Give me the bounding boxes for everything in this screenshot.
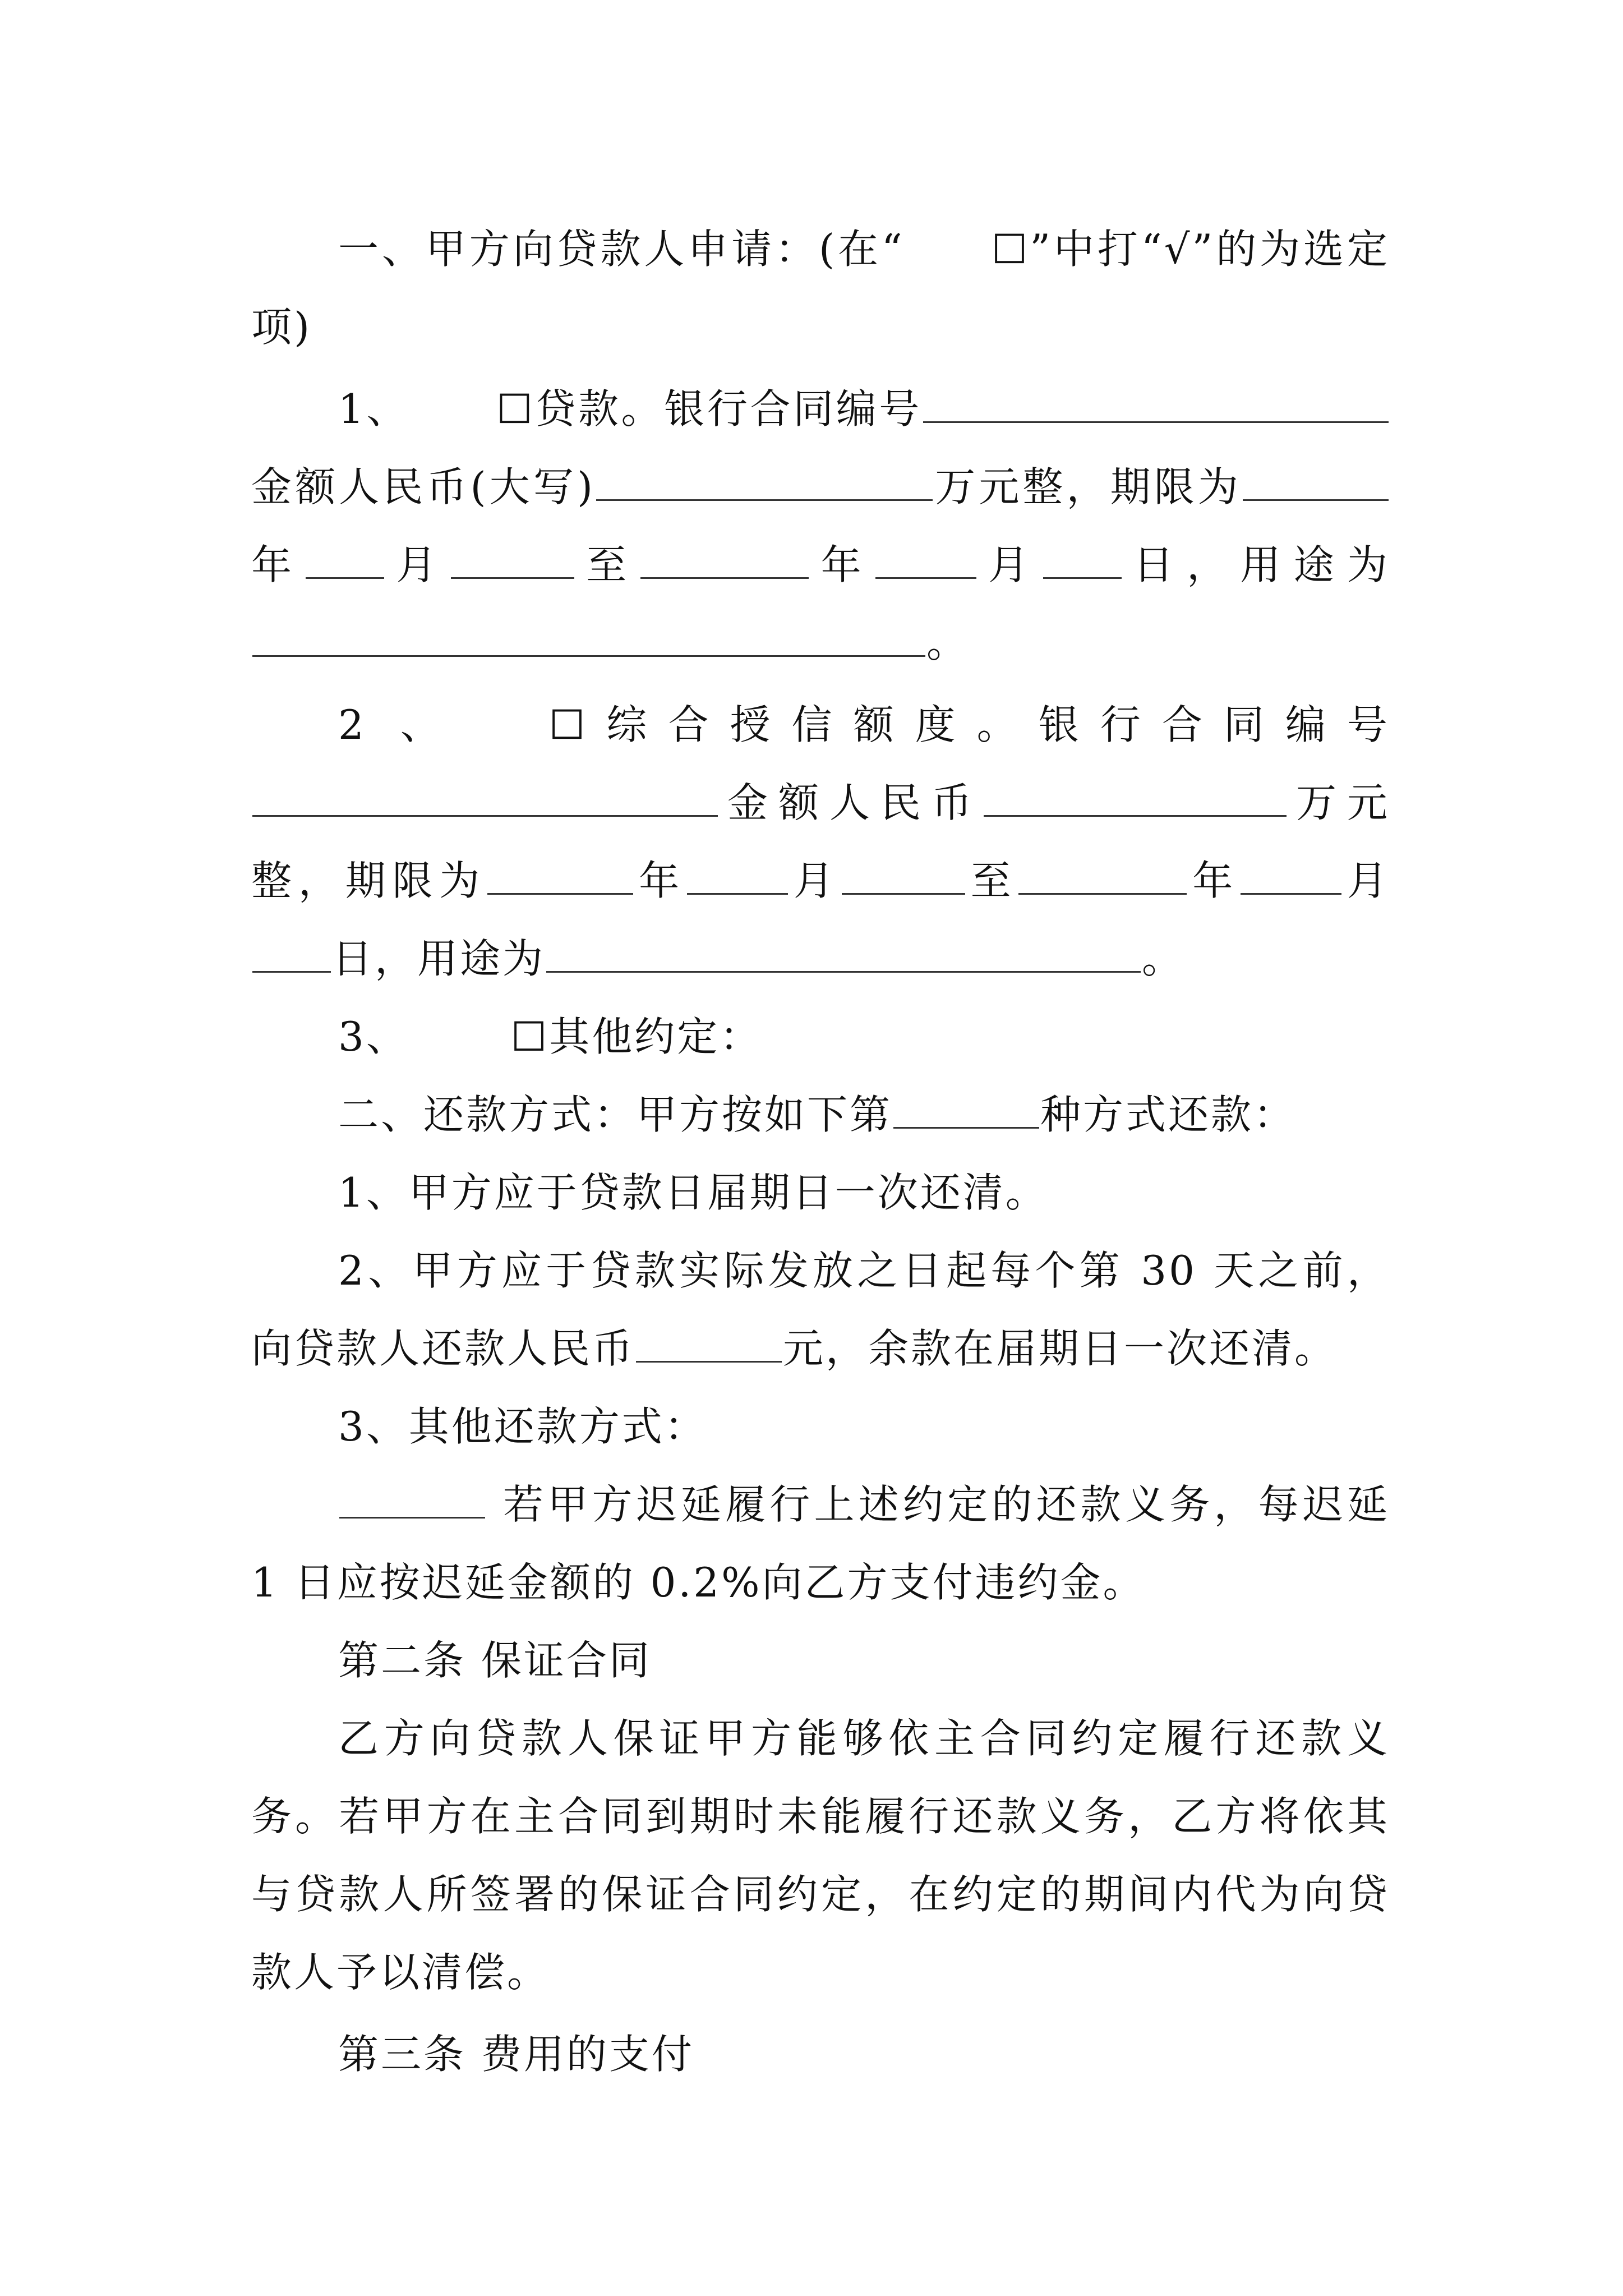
item-number: 1、 (338, 385, 410, 432)
paragraph-repayment (251, 1076, 1390, 1154)
repayment-label-2: 种方式还款： (1040, 1091, 1297, 1138)
checkbox-icon: ☐ (496, 385, 535, 432)
paragraph-method-3: 3、其他还款方式： (338, 1403, 707, 1450)
day-blank (451, 544, 574, 579)
month-label: 月 (977, 541, 1042, 588)
credit-label: 综合授信额度。银行合同编号 (587, 701, 1390, 748)
paragraph-credit (251, 686, 1390, 998)
checkbox-icon: ☐ (991, 226, 1030, 273)
item-number: 2 、 (338, 701, 462, 748)
year-label: 年 (634, 857, 686, 904)
loan-label: 贷款。银行合同编号 (534, 385, 922, 432)
late-penalty-text: 若甲方迟延履行上述约定的还款义务，每迟延 1 日应按迟延金额的 0.2%向乙方支付违约金。 (251, 1481, 1390, 1606)
month-label: 月 (789, 857, 841, 904)
installment-blank (636, 1327, 782, 1363)
amount-unit: 万元整， (251, 779, 1390, 904)
purpose-label: 用途为 (417, 935, 546, 982)
start-blank (1243, 466, 1389, 501)
heading-article-3: 第三条 费用的支付 (338, 2031, 694, 2078)
paragraph-guarantee: 乙方向贷款人保证甲方能够依主合同约定履行还款义务。若甲方在主合同到期时未能履行还款义务，乙方将依其与贷款人所签署的保证合同约定，在约定的期间内代为向贷款人予以清偿。 (251, 1715, 1390, 1996)
application-text-3: ”的为选定项) (251, 226, 1390, 351)
method-2-text-2: 元，余款在届期日一次还清。 (783, 1325, 1338, 1372)
end-day-blank (1043, 544, 1122, 579)
purpose-label: 日，用途为 (1122, 541, 1390, 588)
item-number: 3、 (338, 1013, 424, 1060)
amount-blank (596, 466, 933, 501)
checkbox-icon: ☐ (510, 1013, 550, 1060)
amount-blank (984, 781, 1287, 817)
period: 。 (926, 619, 970, 666)
end-day-blank (252, 937, 331, 973)
paragraph-late-penalty (251, 1466, 1390, 1622)
year-label: 年 (1188, 857, 1240, 904)
heading-article-2: 第二条 保证合同 (338, 1637, 652, 1684)
application-text-2: ”中打“ (1030, 226, 1164, 273)
document-body (251, 210, 1390, 2093)
term-label: 期限为 (345, 857, 487, 904)
to-label: 至 (575, 541, 640, 588)
term-label: 万元整，期限为 (934, 463, 1242, 510)
other-agreement-label: 其他约定： (549, 1013, 763, 1060)
end-year-blank (640, 544, 809, 579)
repayment-label: 二、还款方式：甲方按如下第 (338, 1091, 893, 1138)
other-method-blank (339, 1483, 485, 1519)
amount-label: 金额人民币 (719, 779, 983, 826)
contract-number-blank (252, 781, 718, 817)
month-blank (306, 544, 384, 579)
day-label: 日， (332, 935, 418, 982)
application-text: 一、甲方向贷款人申请：(在“ (338, 226, 905, 273)
year-label: 年 (251, 541, 305, 588)
period: 。 (1142, 935, 1185, 982)
end-month-blank (875, 544, 976, 579)
method-blank (893, 1093, 1039, 1129)
end-month-blank (1241, 859, 1341, 895)
method-2-text: 2、甲方应于贷款实际发放之日起每个第 30 天之前，向贷款人还款人民币 (251, 1247, 1390, 1372)
contract-number-blank (923, 388, 1389, 423)
amount-label: 金额人民币(大写) (251, 463, 596, 510)
start-month-blank (687, 859, 788, 895)
to-label: 至 (966, 857, 1018, 904)
paragraph-application (251, 210, 1390, 366)
paragraph-other-agreement (251, 998, 1390, 1076)
end-year-blank (1018, 859, 1187, 895)
checkbox-icon: ☐ (548, 701, 588, 748)
paragraph-method-1: 1、甲方应于贷款日届期日一次还清。 (338, 1169, 1048, 1216)
purpose-blank (252, 622, 925, 657)
purpose-blank (546, 937, 1141, 973)
paragraph-method-2 (251, 1232, 1390, 1388)
checkmark-icon: √ (1164, 226, 1192, 273)
year-label: 年 (810, 541, 874, 588)
start-year-blank (487, 859, 633, 895)
month-label: 月 (1343, 857, 1390, 904)
start-day-blank (842, 859, 965, 895)
paragraph-loan (251, 370, 1390, 682)
month-label: 月 (385, 541, 450, 588)
